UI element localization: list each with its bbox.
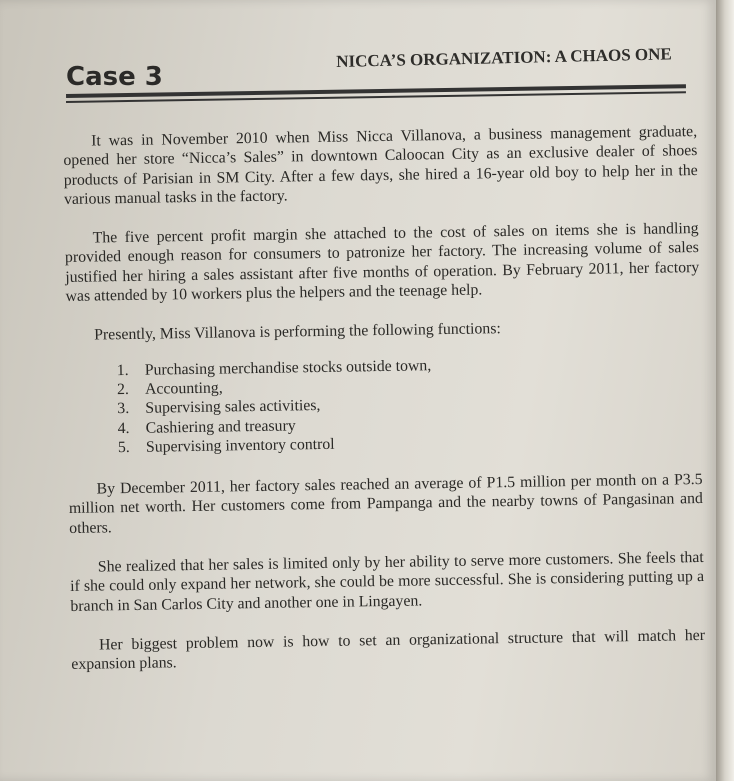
list-text: Supervising inventory control bbox=[145, 435, 335, 456]
list-number: 2. bbox=[116, 380, 130, 399]
paragraph-4: By December 2011, her factory sales reached an average of P1.5 million per month on a P3.5 million net worth. Her customers come from Pampanga and the nearby towns of Pangasinan and others. bbox=[68, 471, 703, 537]
list-number: 1. bbox=[116, 361, 129, 379]
functions-list bbox=[67, 352, 702, 458]
paragraph-6: Her biggest problem now is how to set an organizational structure that will match her expansion plans. bbox=[71, 626, 706, 674]
list-number: 3. bbox=[117, 400, 130, 418]
case-label: Case 3 bbox=[66, 62, 163, 92]
list-text: Accounting, bbox=[144, 379, 223, 398]
list-number: 4. bbox=[117, 419, 130, 437]
case-body bbox=[63, 122, 706, 694]
list-text: Supervising sales activities, bbox=[145, 397, 321, 418]
paragraph-1: It was in November 2010 when Miss Nicca Villanova, a business management graduate, opened her store “Nicca’s Sales” in downtown Caloocan City as an exclusive dealer of shoes products of Parisian in SM City. After a few days, she hired a 16-year old boy to help her in the various manual tasks in the factory. bbox=[63, 123, 698, 208]
page-edge bbox=[716, 0, 734, 781]
paragraph-3: Presently, Miss Villanova is performing the following functions: bbox=[94, 320, 501, 344]
case-title: NICCA’S ORGANIZATION: A CHAOS ONE bbox=[336, 44, 672, 71]
paragraph-5: She realized that her sales is limited only by her ability to serve more customers. She feels that if she could only expand her network, she could be more successful. She is considering putting up a branch in San Carlos City and another one in Lingayen. bbox=[70, 549, 705, 615]
paragraph-2: The five percent profit margin she attached to the cost of sales on items she is handling provided enough reason for consumers to patronize her factory. The increasing volume of sales justified her hiring a sales assistant after five months of operation. By February 2011, her factory was attended by 10 workers plus the helpers and the teenage help. bbox=[64, 220, 700, 306]
list-text: Cashiering and treasury bbox=[145, 416, 296, 437]
list-text: Purchasing merchandise stocks outside town, bbox=[144, 356, 432, 379]
list-number: 5. bbox=[117, 438, 130, 457]
